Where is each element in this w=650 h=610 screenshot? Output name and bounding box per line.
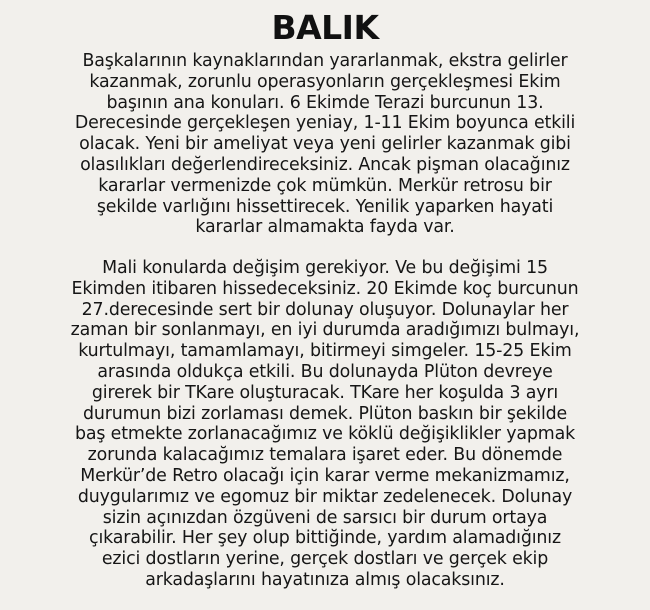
text-line: kazanmak, zorunlu operasyonların gerçekleşmesi Ekim [89,71,561,92]
text-line: zorunda kalacağımız temalara işaret eder. Bu dönemde [87,445,563,466]
text-line: arkadaşlarını hayatınıza almış olacaksınız. [145,569,505,590]
text-line: Ekimden itibaren hissedeceksiniz. 20 Ekimde koç burcunun [71,278,579,299]
paragraph-2 [0,258,650,591]
text-line: durumun bizi zorlaması demek. Plüton baskın bir şekilde [82,403,568,424]
text-line: kararlar almamakta fayda var. [195,217,455,238]
text-line: duygularımız ve egomuz bir miktar zedelenecek. Dolunay [77,486,573,507]
text-line: baş etmekte zorlanacağımız ve köklü değişiklikler yapmak [75,424,575,445]
text-line: ezici dostların yerine, gerçek dostları ve gerçek ekip [101,549,549,570]
text-line: arasında oldukça etkili. Bu dolunayda Plüton devreye [97,361,553,382]
text-line: başının ana konuları. 6 Ekimde Terazi burcunun 13. [106,92,544,113]
text-line: Derecesinde gerçekleşen yeniay, 1-11 Ekim boyunca etkili [74,113,576,134]
text-line: kurtulmayı, tamamlamayı, bitirmeyi simgeler. 15-25 Ekim [78,341,572,362]
text-line: olasılıkları değerlendireceksiniz. Ancak pişman olacağınız [80,154,570,175]
text-line: Başkalarının kaynaklarından yararlanmak, ekstra gelirler [82,51,568,71]
text-line: çıkarabilir. Her şey olup bittiğinde, yardım alamadığınız [89,528,561,549]
text-line: şekilde varlığını hissettirecek. Yenilik yaparken hayati [96,196,554,217]
text-line: zaman bir sonlanmayı, en iyi durumda aradığımızı bulmayı, [70,320,580,341]
paragraph-1 [0,51,650,238]
page-title: BALIK [271,8,379,47]
text-line: 27.derecesinde sert bir dolunay oluşuyor. Dolunaylar her [81,299,569,320]
text-line: sizin açınızdan özgüveni de sarsıcı bir durum ortaya [102,507,548,528]
text-line: olacak. Yeni bir ameliyat veya yeni gelirler kazanmak gibi [79,134,571,155]
text-line: girerek bir TKare oluşturacak. TKare her koşulda 3 ayrı [91,382,559,403]
text-line: kararlar vermenizde çok mümkün. Merkür retrosu bir [98,175,552,196]
text-line: Merkür’de Retro olacağı için karar verme mekanizmamız, [80,465,570,486]
text-line: Mali konularda değişim gerekiyor. Ve bu değişimi 15 [102,258,548,278]
